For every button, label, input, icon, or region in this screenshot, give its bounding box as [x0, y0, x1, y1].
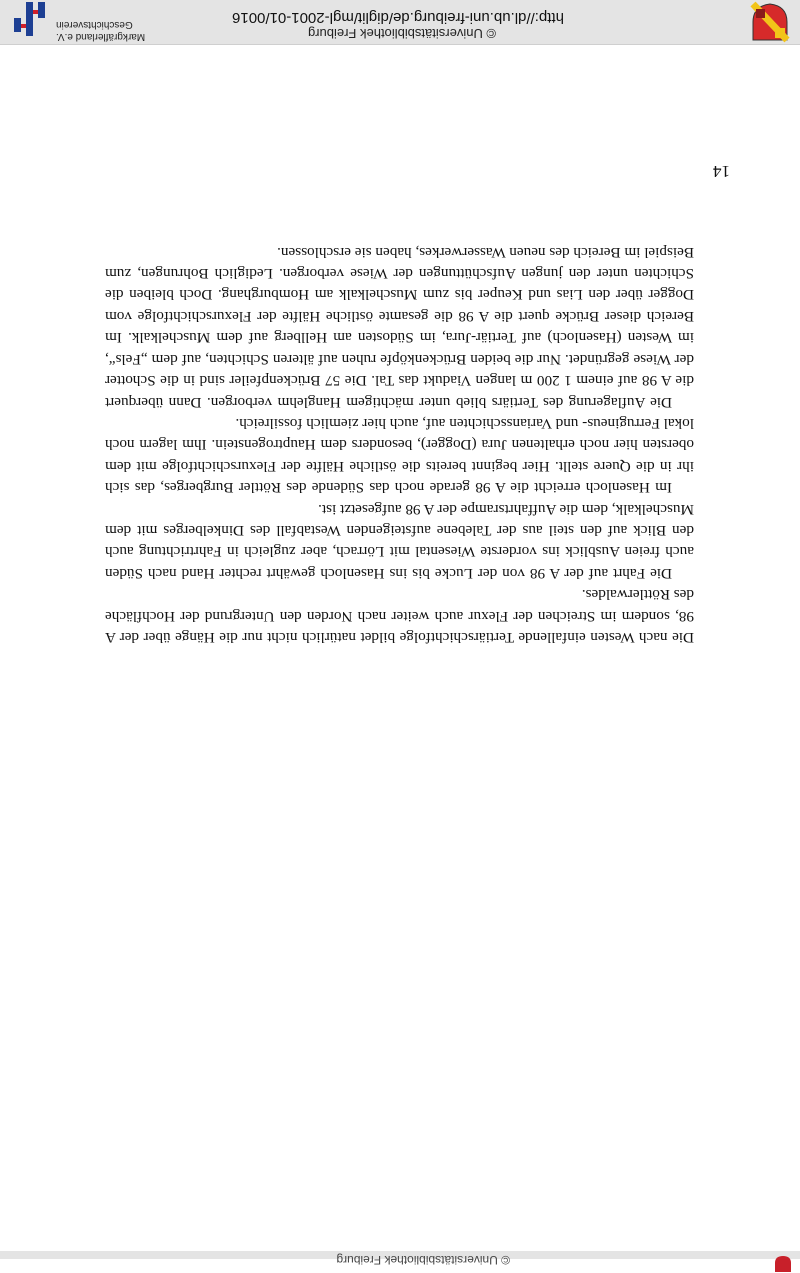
library-credit: © Universitätsbibliothek Freiburg — [307, 26, 497, 41]
page-number: 14 — [713, 162, 730, 181]
society-crest-icon — [750, 2, 790, 42]
main-text — [105, 241, 694, 648]
footer-bar — [0, 0, 800, 45]
document-url[interactable]: http://dl.ub.uni-freiburg.de/diglit/mgl-2001-01/0016 — [232, 9, 564, 26]
society-crest-icon — [774, 1255, 792, 1273]
university-library-logo-icon — [12, 0, 48, 36]
society-name: Markgräflerland e.V. Geschichtsverein — [56, 19, 146, 42]
partial-footer-sliver — [0, 1251, 800, 1267]
paragraph: Die Fahrt auf der A 98 von der Lucke bis ins Hasenloch gewährt rechter Hand nach Süden auch freien Ausblick ins vorderste Wiesental mit Lörrach, aber zugleich in Fahrtrichtung auch den Blick auf den steil aus der Talebene aufsteigenden Westabfall des Dinkelberges mit dem Muschelkalk, dem die Auffahrtsrampe der A 98 aufgesetzt ist. — [105, 500, 694, 582]
paragraph: Die nach Westen einfallende Tertiärschichtfolge bildet natürlich nicht nur die Hänge über der A 98, sondern im Streichen der Flexur auch weiter nach Norden den Untergrund der Hochfläche des Röttlerwaldes. — [105, 586, 694, 646]
sliver-credit: © Universitätsbibliothek Freiburg — [336, 1253, 510, 1267]
paragraph: Die Auflagerung des Tertiärs blieb unter mächtigem Hanglehm verborgen. Dann überquert die A 98 auf einem 1 200 m langen Viadukt das Tal. Die 57 Brückenpfeiler sind in die Schotter der Wiese gegründet. Nur die beiden Brückenköpfe ruhen auf älteren Schichten, auf dem „Fels“, im Westen (Hasenloch) auf Tertiär-Jura, im Südosten am Hellberg auf dem Muschelkalk. Im Bereich dieser Brücke quert die A 98 die gesamte östliche Hälfte der Flexurschichtfolge vom Dogger über den Lias und Keuper bis zum Muschelkalk am Homburghang. Doch bleiben die Schichten unter den jungen Aufschüttungen der Wiese verborgen. Lediglich Bohrungen, zum Beispiel im Bereich des neuen Wasserwerkes, haben sie erschlossen. — [105, 243, 694, 411]
paragraph: Im Hasenloch erreicht die A 98 gerade noch das Südende des Röttler Burgberges, das sich ihr in die Quere stellt. Hier beginnt bereits die östliche Hälfte der Flexurschichtfolge mit dem obersten hier noch erhaltenen Jura (Dogger), besonders dem Hauptrogenstein. Ihm lagern noch lokal Ferrugineus- und Variansschichten auf, auch hier ziemlich fossilreich. — [105, 414, 694, 497]
